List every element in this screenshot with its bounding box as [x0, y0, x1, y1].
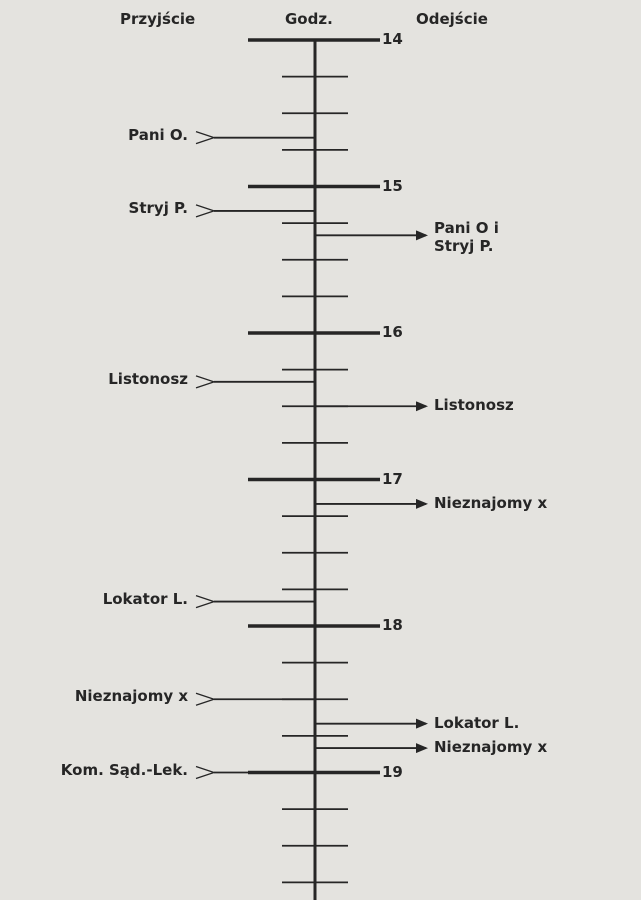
departure-label-line: Nieznajomy x [434, 738, 548, 757]
departure-label [434, 738, 547, 756]
departure-label-line: Nieznajomy x [434, 493, 548, 512]
hour-label-16: 16 [382, 323, 403, 341]
arrival-label: Listonosz [108, 369, 188, 388]
departure-label-line: Stryj P. [434, 237, 494, 256]
arrival-chevron [196, 132, 214, 144]
departure-label-line: Lokator L. [434, 713, 520, 732]
arrival-label: Pani O. [128, 125, 188, 144]
hour-label-19: 19 [382, 762, 403, 781]
hour-label-17: 17 [382, 469, 403, 488]
arrival-label: Nieznajomy x [74, 687, 188, 706]
arrival-label: Kom. Sąd.-Lek. [60, 760, 188, 779]
hour-label-18: 18 [382, 616, 403, 634]
arrival-chevron [196, 767, 214, 779]
departure-label [434, 396, 514, 414]
arrivals-column-header: Przyjście [120, 10, 196, 28]
hour-label-15: 15 [382, 176, 403, 195]
arrival-chevron [196, 205, 214, 217]
departure-label [434, 714, 519, 732]
hours-column-header: Godz. [285, 10, 333, 28]
arrival-chevron [196, 693, 214, 705]
departure-label-line: Pani O i [434, 219, 499, 238]
departure-label [434, 494, 547, 512]
departure-label-line: Listonosz [434, 396, 514, 415]
arrival-label: Lokator L. [102, 589, 188, 608]
hour-label-14: 14 [382, 30, 403, 48]
arrival-chevron [196, 376, 214, 388]
departures-column-header: Odejście [416, 10, 488, 28]
arrival-chevron [196, 596, 214, 608]
departure-label [434, 219, 499, 255]
arrival-label: Stryj P. [128, 198, 188, 217]
